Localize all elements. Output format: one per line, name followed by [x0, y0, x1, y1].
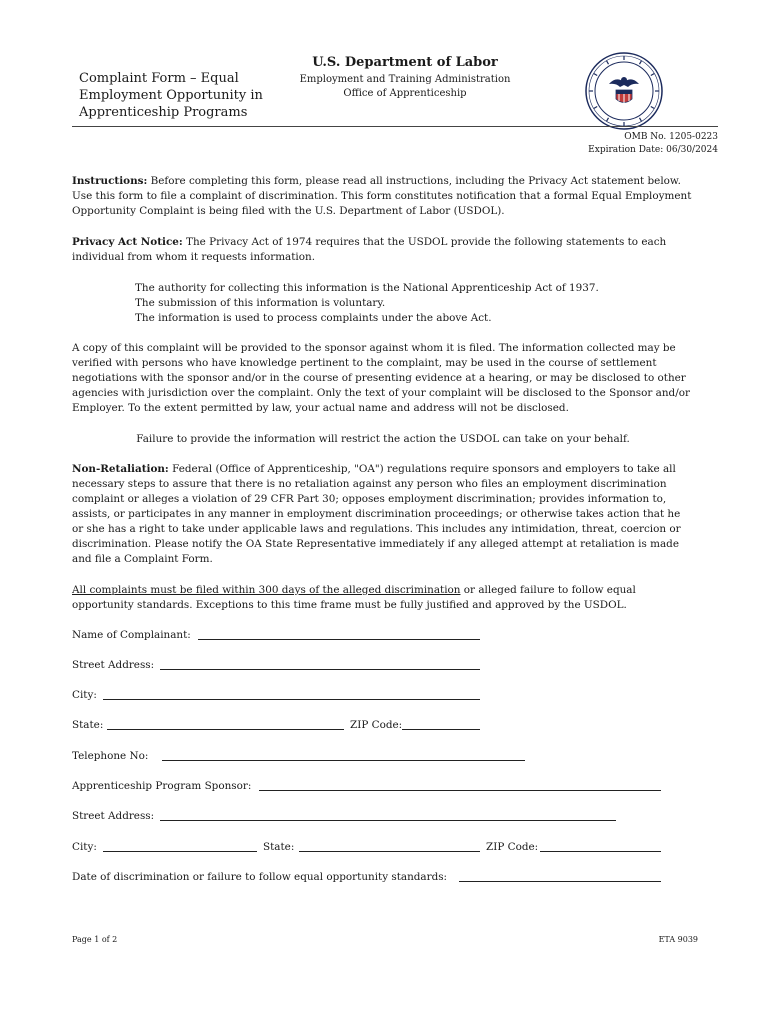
- street-field[interactable]: [160, 669, 480, 670]
- sponsor-street-label: Street Address:: [72, 810, 155, 822]
- form-title: [79, 70, 279, 121]
- copy-notice-paragraph: A copy of this complaint will be provided to the sponsor against whom it is filed. The information collected may be verified with persons who have knowledge pertinent to the complaint, may be used in the course of settlement negotiations with the sponsor and/or in the course of presenting evidence at a hearing, or may be disclosed to other agencies with jurisdiction over the complaint. Only the text of your complaint will be disclosed to the Sponsor and/or Employer. To the extent permitted by law, your actual name and address will not be disclosed.: [72, 342, 690, 414]
- zip-label: ZIP Code:: [350, 719, 403, 731]
- sponsor-city-field[interactable]: [103, 851, 257, 852]
- zip-field[interactable]: [402, 729, 480, 730]
- instructions-text: Before completing this form, please read all instructions, including the Privacy Act statement below. Use this form to file a complaint of discrimination. This form constitutes notification that a formal Equal Employment Opportunity Complaint is being filed with the U.S. Department of Labor (USDOL).: [72, 175, 692, 217]
- street-label: Street Address:: [72, 659, 155, 671]
- header-divider: [72, 126, 718, 127]
- date-field[interactable]: [459, 881, 661, 882]
- sponsor-state-label: State:: [263, 841, 295, 853]
- retaliation-label: Non-Retaliation:: [72, 463, 169, 475]
- office-name: Office of Apprenticeship: [343, 88, 467, 99]
- retaliation-paragraph: [72, 462, 694, 567]
- sponsor-label: Apprenticeship Program Sponsor:: [72, 780, 252, 792]
- name-field[interactable]: [198, 639, 480, 640]
- instructions-paragraph: [72, 174, 694, 219]
- omb-number: OMB No. 1205-0223: [624, 132, 718, 142]
- privacy-statement: The submission of this information is voluntary.: [135, 297, 386, 309]
- form-title-line: Employment Opportunity in: [79, 88, 263, 103]
- sponsor-field[interactable]: [259, 790, 661, 791]
- privacy-statement: The authority for collecting this information is the National Apprenticeship Act of 1937.: [135, 282, 599, 294]
- deadline-underlined: All complaints must be filed within 300 days of the alleged discrimination: [72, 584, 461, 596]
- department-subtitle: [290, 73, 520, 101]
- retaliation-text: Federal (Office of Apprenticeship, "OA") regulations require sponsors and employers to take all necessary steps to assure that there is no retaliation against any person who files an employment discrimination complaint or alleges a violation of 29 CFR Part 30; opposes employment discrimination; provides information to, assists, or participates in any manner in employment discrimination proceedings; or otherwise takes action that he or she has a right to take under applicable laws and regulations. This includes any intimidation, threat, coercion or discrimination. Please notify the OA State Representative immediately if any alleged attempt at retaliation is made and file a Complaint Form.: [72, 463, 681, 565]
- deadline-text: or alleged failure to follow equal opportunity standards. Exceptions to this time frame must be fully justified and approved by the USDOL.: [72, 584, 636, 611]
- expiration-date: Expiration Date: 06/30/2024: [588, 145, 718, 155]
- form-title-line: Apprenticeship Programs: [79, 105, 248, 120]
- state-field[interactable]: [107, 729, 344, 730]
- form-title-line: Complaint Form – Equal: [79, 71, 239, 86]
- sponsor-state-field[interactable]: [299, 851, 480, 852]
- sponsor-street-field[interactable]: [160, 820, 616, 821]
- city-label: City:: [72, 689, 97, 701]
- sponsor-zip-field[interactable]: [540, 851, 661, 852]
- sponsor-city-label: City:: [72, 841, 97, 853]
- city-field[interactable]: [103, 699, 480, 700]
- page-number: Page 1 of 2: [72, 935, 118, 944]
- telephone-label: Telephone No:: [72, 750, 149, 762]
- date-label: Date of discrimination or failure to follow equal opportunity standards:: [72, 871, 448, 883]
- privacy-label: Privacy Act Notice:: [72, 236, 183, 248]
- telephone-field[interactable]: [162, 760, 525, 761]
- omb-info: [588, 131, 718, 157]
- privacy-text: The Privacy Act of 1974 requires that the USDOL provide the following statements to each individual from whom it requests information.: [72, 236, 667, 263]
- dol-seal-icon: [585, 52, 663, 130]
- state-label: State:: [72, 719, 104, 731]
- name-label: Name of Complainant:: [72, 629, 191, 641]
- department-title: U.S. Department of Labor: [312, 55, 498, 70]
- privacy-statement: The information is used to process complaints under the above Act.: [135, 312, 492, 324]
- administration-name: Employment and Training Administration: [299, 74, 511, 85]
- deadline-paragraph: [72, 583, 694, 613]
- privacy-paragraph: [72, 235, 694, 265]
- instructions-label: Instructions:: [72, 175, 148, 187]
- failure-notice: Failure to provide the information will restrict the action the USDOL can take on your behalf.: [136, 433, 630, 445]
- form-number: ETA 9039: [658, 935, 698, 944]
- sponsor-zip-label: ZIP Code:: [486, 841, 539, 853]
